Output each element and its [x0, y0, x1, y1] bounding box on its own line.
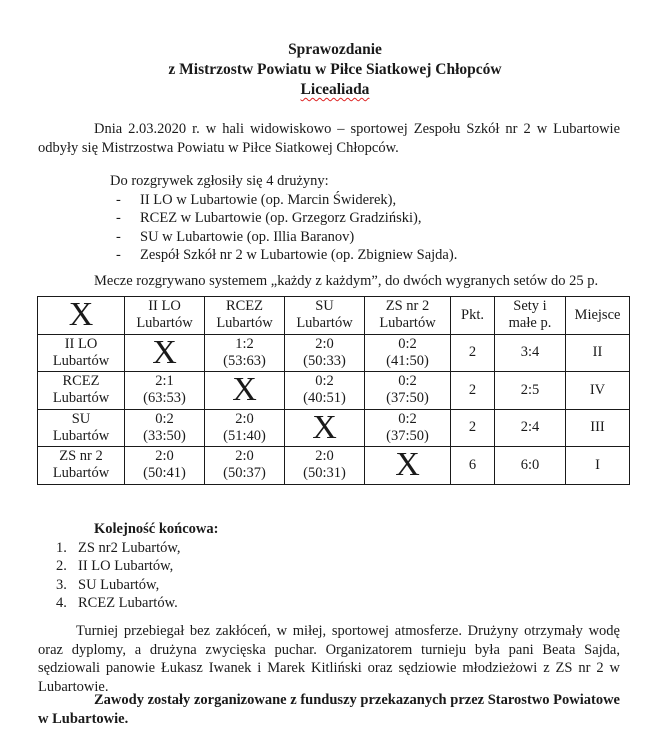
- header-cell: SU Lubartów: [285, 297, 365, 335]
- system-description: Mecze rozgrywano systemem „każdy z każdym”, do dwóch wygranych setów do 25 p.: [94, 273, 599, 289]
- set-score: 1:2: [235, 335, 254, 352]
- header-cell: ZS nr 2 Lubartów: [365, 297, 451, 335]
- title-line-1: Sprawozdanie: [288, 41, 382, 58]
- header-cell-pkt: Pkt.: [451, 297, 495, 335]
- point-score: (50:31): [303, 465, 346, 482]
- set-score: 2:0: [315, 448, 334, 465]
- match-result-cell: [125, 447, 205, 485]
- final-order-list: [56, 539, 218, 613]
- match-result-cell: [285, 334, 365, 372]
- match-result-cell: [285, 447, 365, 485]
- document-title: [0, 40, 648, 100]
- header-cell: II LO Lubartów: [125, 297, 205, 335]
- place-cell: III: [566, 409, 630, 447]
- funding-paragraph: [38, 691, 620, 728]
- set-score: 0:2: [398, 410, 417, 427]
- team-name-cell: ZS nr 2 Lubartów: [38, 447, 125, 485]
- point-score: (41:50): [386, 352, 429, 369]
- place-cell: IV: [566, 372, 630, 410]
- set-score: 0:2: [315, 373, 334, 390]
- points-cell: 2: [451, 372, 495, 410]
- point-score: (37:50): [386, 390, 429, 407]
- points-cell: 2: [451, 409, 495, 447]
- team-name-cell: II LO Lubartów: [38, 334, 125, 372]
- sets-ratio-cell: 2:5: [495, 372, 566, 410]
- set-score: 2:0: [235, 448, 254, 465]
- match-result-cell: [205, 409, 285, 447]
- final-order-item: 2. II LO Lubartów,: [56, 558, 174, 574]
- intro-text: Dnia 2.03.2020 r. w hali widowiskowo – sportowej Zespołu Szkół nr 2 w Lubartowie odbyły się Mistrzostwa Powiatu w Piłce Siatkowej Chłopców.: [38, 121, 620, 156]
- self-match-cell: [365, 447, 451, 485]
- corner-cell: X: [38, 297, 125, 335]
- final-order-item: 1. ZS nr2 Lubartów,: [56, 539, 181, 556]
- match-result-cell: [125, 409, 205, 447]
- point-score: (51:40): [223, 427, 266, 444]
- final-order-item: 3. SU Lubartów,: [56, 576, 160, 593]
- set-score: 0:2: [398, 335, 417, 352]
- teams-heading: Do rozgrywek zgłosiły się 4 drużyny:: [110, 173, 329, 189]
- team-name-cell: SU Lubartów: [38, 409, 125, 447]
- points-cell: 6: [451, 447, 495, 485]
- place-cell: I: [566, 447, 630, 485]
- teams-section: [110, 172, 457, 265]
- point-score: (50:33): [303, 352, 346, 369]
- title-line-3: Licealiada: [300, 81, 370, 98]
- sets-ratio-cell: 3:4: [495, 334, 566, 372]
- final-order-section: [56, 520, 218, 613]
- results-table: [37, 296, 630, 485]
- point-score: (40:51): [303, 390, 346, 407]
- self-match-cell: [285, 409, 365, 447]
- team-name-cell: RCEZ Lubartów: [38, 372, 125, 410]
- final-order-item: 4. RCEZ Lubartów.: [56, 595, 178, 611]
- match-result-cell: [125, 372, 205, 410]
- table-row: [38, 372, 630, 410]
- place-cell: II: [566, 334, 630, 372]
- set-score: 2:1: [155, 373, 174, 390]
- match-result-cell: [205, 334, 285, 372]
- table-header-row: [38, 297, 630, 335]
- match-result-cell: [365, 334, 451, 372]
- header-cell: RCEZ Lubartów: [205, 297, 285, 335]
- team-item: - Zespół Szkół nr 2 w Lubartowie (op. Zbigniew Sajda).: [116, 247, 458, 264]
- match-result-cell: [365, 409, 451, 447]
- header-cell-miejsce: Miejsce: [566, 297, 630, 335]
- sets-ratio-cell: 2:4: [495, 409, 566, 447]
- set-score: 0:2: [398, 373, 417, 390]
- point-score: (33:50): [143, 427, 186, 444]
- team-item: - II LO w Lubartowie (op. Marcin Świderek),: [116, 191, 397, 208]
- team-item: - RCEZ w Lubartowie (op. Grzegorz Gradziński),: [116, 210, 422, 227]
- team-item: - SU w Lubartowie (op. Illia Baranov): [116, 228, 355, 245]
- summary-paragraph: [38, 622, 620, 696]
- point-score: (53:63): [223, 352, 266, 369]
- match-result-cell: [285, 372, 365, 410]
- table-row: [38, 447, 630, 485]
- set-score: 2:0: [235, 410, 254, 427]
- point-score: (50:37): [223, 465, 266, 482]
- funding-text: Zawody zostały zorganizowane z funduszy przekazanych przez Starostwo Powiatowe w Lubartowie.: [38, 692, 620, 727]
- match-result-cell: [365, 372, 451, 410]
- sets-ratio-cell: 6:0: [495, 447, 566, 485]
- x-mark: X: [232, 371, 257, 409]
- table-row: [38, 409, 630, 447]
- point-score: (50:41): [143, 465, 186, 482]
- self-match-cell: [125, 334, 205, 372]
- x-mark: X: [152, 333, 177, 371]
- set-score: 2:0: [155, 448, 174, 465]
- title-line-2: z Mistrzostw Powiatu w Piłce Siatkowej Chłopców: [168, 61, 502, 78]
- point-score: (63:53): [143, 390, 186, 407]
- set-score: 0:2: [155, 410, 174, 427]
- table-row: [38, 334, 630, 372]
- intro-paragraph: [38, 120, 620, 158]
- x-mark: X: [312, 408, 337, 446]
- self-match-cell: [205, 372, 285, 410]
- points-cell: 2: [451, 334, 495, 372]
- match-result-cell: [205, 447, 285, 485]
- final-order-heading: Kolejność końcowa:: [94, 521, 219, 537]
- summary-text: Turniej przebiegał bez zakłóceń, w miłej, sportowej atmosferze. Drużyny otrzymały wodę oraz dyplomy, a drużyna zwycięska puchar. Organizatorem turnieju była pani Beata Sajda, sędziowali panowie Łukasz Iwanek i Marek Kitliński oraz sędziowie młodzieżowi z ZS nr 2 w Lubartowie.: [38, 623, 620, 695]
- set-score: 2:0: [315, 335, 334, 352]
- point-score: (37:50): [386, 427, 429, 444]
- teams-list: [110, 191, 457, 265]
- header-cell-sety: Sety i małe p.: [495, 297, 566, 335]
- x-mark: X: [395, 446, 420, 484]
